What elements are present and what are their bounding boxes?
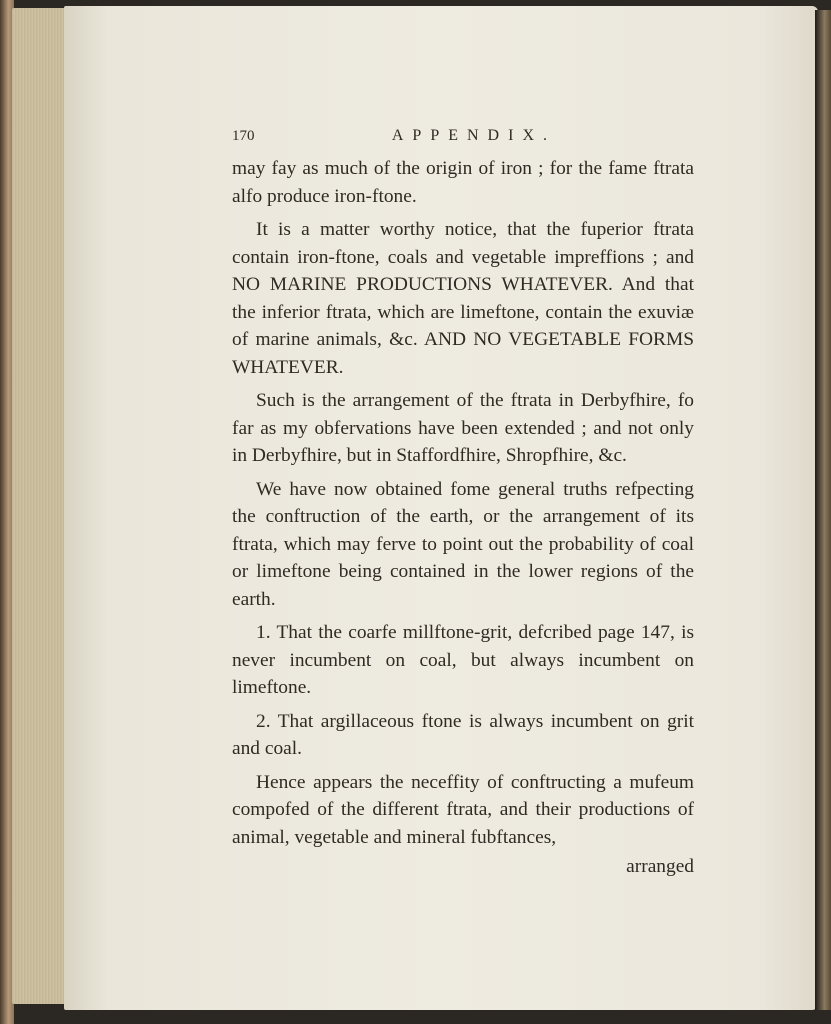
paragraph-7: Hence appears the neceffity of conftructing a mufeum compofed of the different ftrata, and their productions of animal, vegetable and mineral fubftances,	[232, 771, 694, 848]
paragraph-1: may fay as much of the origin of iron ; for the fame ftrata alfo produce iron-ftone.	[232, 158, 694, 207]
page-edges	[12, 8, 70, 1004]
paragraph-4: We have now obtained fome general truths refpecting the conftruction of the earth, or the arrangement of its ftrata, which may ferve to point out the probability of coal or limeftone being contained in the lower regions of the earth.	[232, 478, 694, 610]
page-number: 170	[232, 128, 255, 144]
running-head: APPENDIX.	[391, 127, 556, 144]
paragraph-6: 2. That argillaceous ftone is always incumbent on grit and coal.	[232, 710, 694, 759]
paragraph-5: 1. That the coarfe millftone-grit, defcribed page 147, is never incumbent on coal, but always incumbent on limeftone.	[232, 622, 694, 698]
page-header	[232, 122, 694, 155]
catchword: arranged	[626, 856, 694, 877]
paragraph-3: Such is the arrangement of the ftrata in Derbyfhire, fo far as my obfervations have been extended ; and not only in Derbyfhire, but in Staffordfhire, Shropfhire, &c.	[232, 390, 694, 466]
next-page-edge	[815, 10, 831, 1010]
page-text	[232, 122, 694, 881]
paragraph-2: It is a matter worthy notice, that the fuperior ftrata contain iron-ftone, coals and vegetable impreffions ; and NO MARINE PRODUCTIONS WHATEVER. And that the inferior ftrata, which are limeftone, contain the exuviæ of marine animals, &c. AND NO VEGETABLE FORMS WHATEVER.	[232, 219, 694, 378]
